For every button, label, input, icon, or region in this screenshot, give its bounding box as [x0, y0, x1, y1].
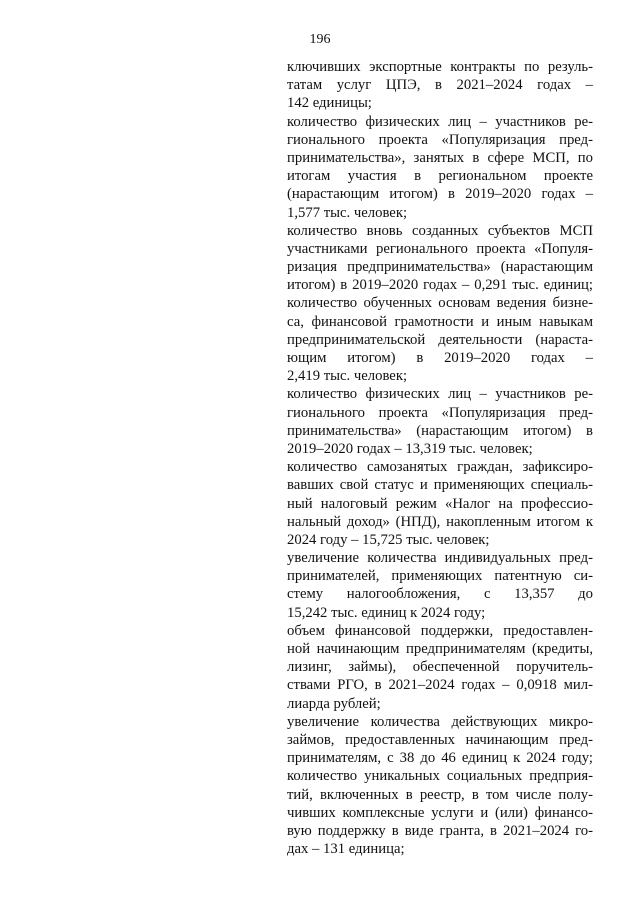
text-line: чивших комплексные услуги и (или) финансо- — [287, 804, 593, 821]
text-line: количество обученных основам ведения бизне- — [287, 295, 593, 312]
page-number: 196 — [309, 32, 331, 47]
text-line: принимательства», занятых в сфере МСП, по — [287, 149, 593, 166]
text-line: ющим итогом) в 2019–2020 годах – — [287, 350, 593, 366]
text-line: са, финансовой грамотности и иным навыкам — [287, 313, 593, 330]
text-line: 142 единицы; — [287, 95, 372, 112]
text-line: нальный доход» (НПД), накопленным итогом к — [287, 513, 593, 530]
text-line: ключивших экспортные контракты по резуль- — [287, 59, 593, 75]
text-line: стему налогообложения, с 13,357 до — [287, 586, 593, 603]
text-line: ствами РГО, в 2021–2024 годах – 0,0918 мил- — [287, 677, 593, 694]
text-line: 2024 году – 15,725 тыс. человек; — [287, 531, 490, 548]
text-line: гионального проекта «Популяризация пред- — [287, 131, 593, 148]
text-line: количество физических лиц – участников ре- — [287, 386, 593, 403]
text-line: лиарда рублей; — [287, 695, 381, 712]
text-line: объем финансовой поддержки, предоставлен- — [287, 622, 593, 639]
text-line: гионального проекта «Популяризация пред- — [287, 404, 593, 421]
text-line: увеличение количества действующих микро- — [287, 713, 593, 730]
text-line: принимателям, с 38 до 46 единиц к 2024 году; — [287, 750, 593, 767]
text-line: вавших свой статус и применяющих специаль- — [287, 477, 593, 494]
text-line: займов, предоставленных начинающим пред- — [287, 731, 593, 748]
text-line: 2019–2020 годах – 13,319 тыс. человек; — [287, 440, 533, 457]
text-line: количество уникальных социальных предприя- — [287, 768, 593, 785]
text-line: 1,577 тыс. человек; — [287, 204, 408, 221]
text-line: ный налоговый режим «Налог на профессио- — [287, 495, 593, 512]
text-line: 15,242 тыс. единиц к 2024 году; — [287, 604, 486, 621]
text-line: предпринимательской деятельности (нараста- — [287, 331, 593, 348]
text-line: лизинг, займы), обеспеченной поручитель- — [287, 659, 593, 676]
text-line: количество вновь созданных субъектов МСП — [287, 222, 593, 239]
text-line: 2,419 тыс. человек; — [287, 368, 408, 385]
text-line: количество самозанятых граждан, зафиксиро- — [287, 459, 593, 476]
text-line: принимателей, применяющих патентную си- — [287, 568, 593, 585]
text-line: ной начинающим предпринимателям (кредиты, — [287, 641, 593, 657]
text-line: татам услуг ЦПЭ, в 2021–2024 годах – — [287, 77, 593, 94]
text-line: (нарастающим итогом) в 2019–2020 годах – — [287, 186, 593, 203]
text-line: вую поддержку в виде гранта, в 2021–2024 го- — [287, 822, 593, 839]
text-line: количество физических лиц – участников ре- — [287, 113, 593, 130]
text-line: итогом) в 2019–2020 годах – 0,291 тыс. единиц; — [287, 277, 593, 294]
text-line: дах – 131 единица; — [287, 841, 405, 858]
text-line: итогам участия в региональном проекте — [287, 168, 593, 185]
text-line: принимательства» (нарастающим итогом) в — [287, 422, 593, 439]
text-line: тий, включенных в реестр, в том числе полу- — [287, 786, 593, 803]
text-line: увеличение количества индивидуальных пред- — [287, 550, 593, 567]
text-line: ризация предпринимательства» (нарастающим — [287, 259, 593, 276]
text-line: участниками регионального проекта «Популя- — [287, 240, 593, 257]
text-column — [287, 58, 593, 858]
